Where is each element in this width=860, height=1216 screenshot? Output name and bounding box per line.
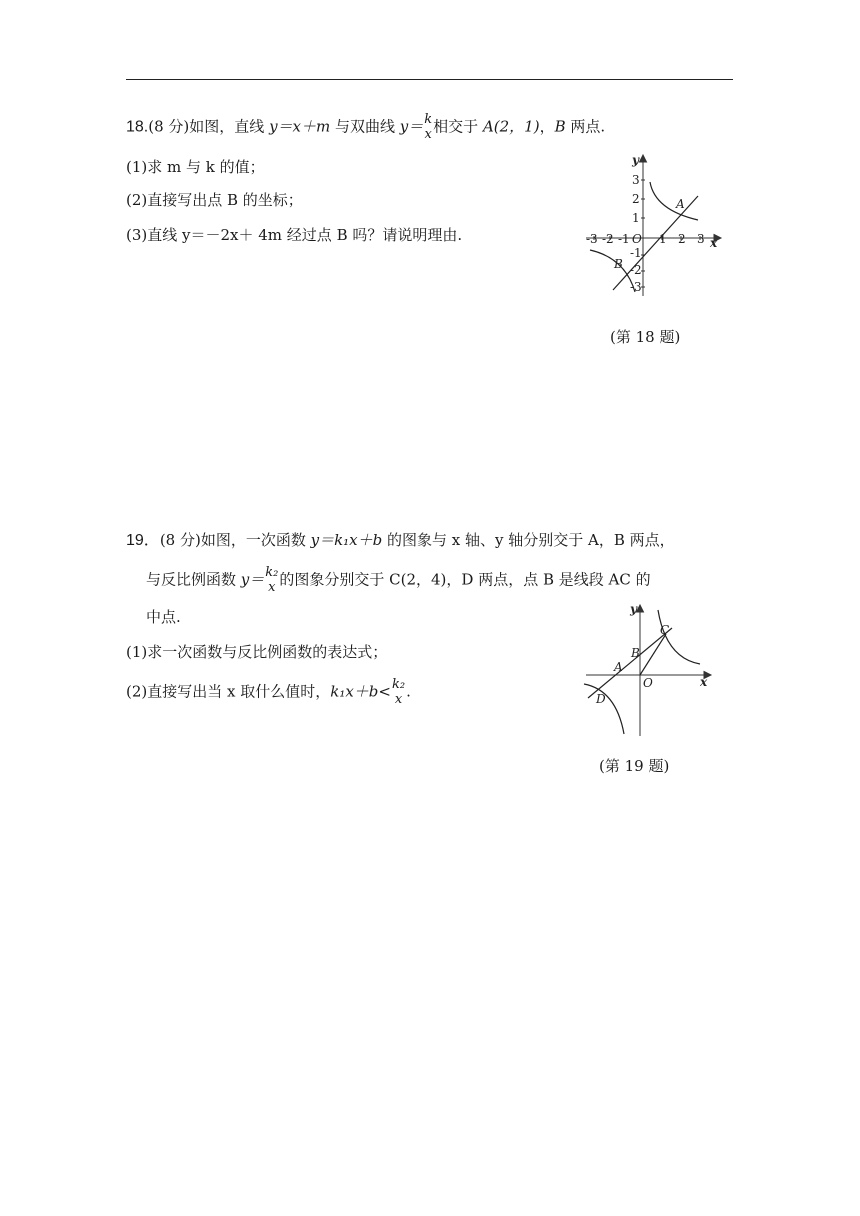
- q19-oc-segment: [640, 634, 666, 675]
- q19-point-a-label: A: [614, 660, 623, 674]
- q18-part2: (2)直接写出点 B 的坐标；: [126, 191, 303, 209]
- q19-eq2: y＝: [240, 570, 265, 589]
- q18-frac-num: k: [424, 112, 433, 127]
- q19-fraction: [265, 566, 278, 595]
- q18-stem: [126, 113, 605, 142]
- q19-part2-text: (2)直接写出当 x 取什么值时，: [126, 682, 331, 701]
- q18-text-b: 与双曲线: [330, 117, 400, 136]
- q18-text-d: ，: [539, 117, 555, 136]
- q18-ytick: 1: [632, 211, 640, 225]
- q18-frac-den: x: [424, 127, 432, 142]
- q19-frac-num: k₂: [265, 565, 279, 580]
- q18-text-e: 两点.: [565, 117, 606, 136]
- q19-point-b-label: B: [631, 646, 640, 660]
- q18-fraction: [424, 113, 432, 142]
- q19-line: [588, 628, 672, 698]
- q19-line1: [126, 530, 675, 551]
- q18-text-a: 如图，直线: [189, 117, 270, 136]
- q18-point-a: A(2，1): [482, 117, 540, 136]
- q19-y-arrow-icon: [637, 605, 644, 612]
- q18-part1: (1)求 m 与 k 的值；: [126, 158, 265, 176]
- q19-figure: [580, 600, 715, 740]
- q19-frac-den: x: [268, 580, 276, 595]
- q18-point-b: B: [554, 117, 566, 136]
- q18-ytick: 3: [632, 173, 640, 187]
- q18-xtick: -2: [602, 232, 614, 246]
- q19-line3: 中点.: [146, 608, 181, 626]
- q18-hyperbola-left: [590, 250, 635, 292]
- q19-text-c: 与反比例函数: [146, 570, 241, 589]
- q18-ytick: 2: [632, 192, 640, 206]
- q19-text-b: 的图象与 x 轴、y 轴分别交于 A，B 两点，: [382, 531, 675, 549]
- q18-figure: [580, 150, 725, 300]
- q19-eq1: y＝k₁x＋b: [310, 531, 383, 549]
- q18-caption: (第 18 题): [610, 328, 681, 346]
- q19-part1: (1)求一次函数与反比例函数的表达式；: [126, 643, 388, 661]
- q18-score: (8 分): [148, 117, 190, 136]
- q19-number: 19．: [126, 532, 160, 549]
- q19-part2-den: x: [394, 692, 403, 707]
- q18-x-label: x: [710, 236, 718, 250]
- q18-y-arrow-icon: [640, 155, 647, 162]
- q19-text-a: (8 分)如图，一次函数: [159, 531, 311, 549]
- q18-xtick: 2: [678, 232, 686, 246]
- q18-ytick: -1: [630, 246, 642, 260]
- q19-line2: [146, 566, 651, 595]
- q18-xtick: 1: [659, 232, 667, 246]
- q18-part3: (3)直线 y＝－2x＋ 4m 经过点 B 吗？请说明理由.: [126, 226, 463, 244]
- q18-xtick: 3: [697, 232, 705, 246]
- q19-point-d-label: D: [596, 692, 606, 706]
- q18-xtick: -1: [618, 232, 630, 246]
- q19-y-label: y: [630, 602, 637, 616]
- q18-origin: O: [632, 232, 642, 246]
- q19-part2: [126, 678, 411, 707]
- q18-point-a-label: A: [676, 197, 685, 211]
- q19-point-c-label: C: [660, 623, 670, 637]
- q19-origin: O: [643, 676, 653, 690]
- q19-part2-end: .: [406, 682, 411, 701]
- q18-number: 18.: [126, 118, 149, 136]
- q18-text-c: 相交于: [433, 117, 483, 136]
- q19-caption: (第 19 题): [599, 757, 670, 775]
- q19-part2-fraction: [392, 678, 405, 707]
- q19-part2-num: k₂: [391, 677, 406, 692]
- q18-y-label: y: [632, 153, 639, 167]
- q19-text-d: 的图象分别交于 C(2，4)，D 两点，点 B 是线段 AC 的: [279, 570, 651, 589]
- q18-eq1: y＝x＋m: [269, 117, 331, 136]
- q19-part2-eq: k₁x＋b<: [330, 682, 391, 701]
- q18-ytick: -2: [630, 263, 642, 277]
- q18-eq2: y＝: [399, 117, 424, 136]
- top-rule: [126, 79, 733, 80]
- q19-x-label: x: [700, 675, 708, 689]
- q18-ytick: -3: [630, 280, 642, 294]
- q18-hyperbola-right: [650, 182, 698, 220]
- q18-point-b-label: B: [614, 257, 623, 271]
- q18-xtick: -3: [586, 232, 598, 246]
